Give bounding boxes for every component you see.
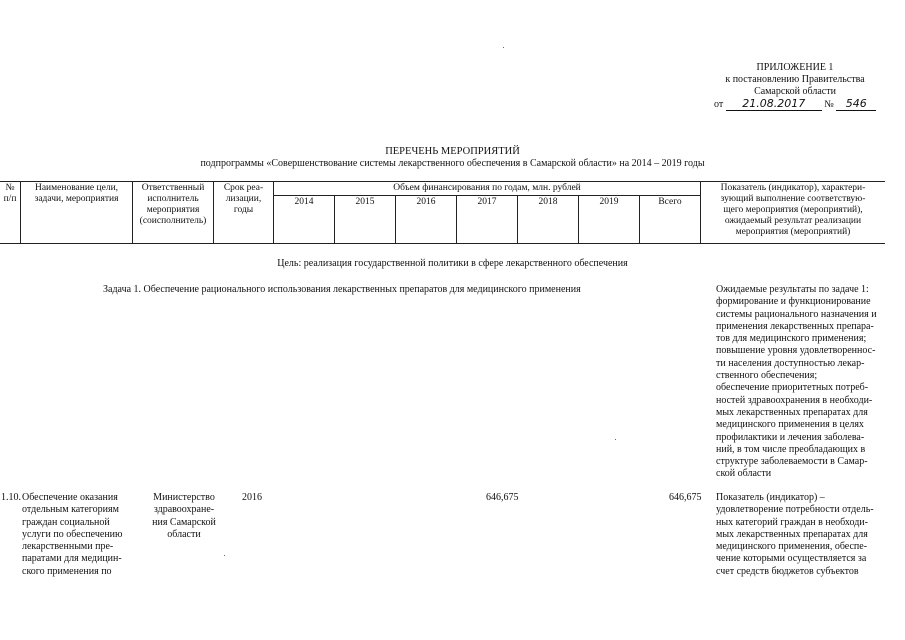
- row-number: 1.10.: [1, 492, 21, 503]
- row-value-2017: 646,675: [486, 492, 519, 503]
- header-num: № п/п: [0, 182, 21, 244]
- row-name: Обеспечение оказания отдельным категориям граждан социальной услуги по обеспечению лекарственными пре- паратами для медицин- ского применения по: [22, 492, 123, 577]
- document-title: ПЕРЕЧЕНЬ МЕРОПРИЯТИЙ: [385, 146, 520, 157]
- appendix-block: [700, 62, 890, 111]
- header-funding: Объем финансирования по годам, млн. рублей: [274, 182, 701, 196]
- header-executor: Ответственный исполнитель мероприятия (соисполнитель): [133, 182, 214, 244]
- header-year-2018: 2018: [518, 196, 579, 244]
- appendix-line2: Самарской области: [754, 86, 836, 97]
- header-year-2017: 2017: [457, 196, 518, 244]
- scan-speck: [615, 439, 616, 440]
- header-total: Всего: [640, 196, 701, 244]
- header-year-2014: 2014: [274, 196, 335, 244]
- scan-speck: [503, 47, 504, 48]
- goal-text: Цель: реализация государственной политики в сфере лекарственного обеспечения: [277, 258, 628, 269]
- row-indicator: Показатель (индикатор) – удовлетворение потребности отдель- ных категорий граждан в необходи- мых лекарственных препаратах для медицинского применения, обеспе- чение которыми осуществляется за счет средств бюджетов субъектов: [716, 492, 874, 577]
- appendix-title: ПРИЛОЖЕНИЕ 1: [756, 62, 834, 73]
- header-indicator: Показатель (индикатор), характери- зующий выполнение соответствую- щего мероприятия (мероприятий), ожидаемый результат реализации мероприятия (мероприятий): [701, 182, 886, 244]
- header-year-2019: 2019: [579, 196, 640, 244]
- row-total: 646,675: [669, 492, 702, 503]
- from-label: от: [714, 99, 724, 110]
- row-term: 2016: [242, 492, 262, 503]
- header-year-2016: 2016: [396, 196, 457, 244]
- header-name: Наименование цели, задачи, мероприятия: [21, 182, 133, 244]
- scan-speck: [224, 555, 225, 556]
- header-year-2015: 2015: [335, 196, 396, 244]
- document-subtitle: подпрограммы «Совершенствование системы лекарственного обеспечения в Самарской области» на 2014 – 2019 годы: [200, 158, 705, 169]
- appendix-dateline: [700, 98, 890, 111]
- handwritten-date: 21.08.2017: [726, 98, 822, 111]
- handwritten-number: 546: [836, 98, 876, 111]
- expected-results: Ожидаемые результаты по задаче 1: формирование и функционирование системы рационального назначения и применения лекарственных препара- тов для медицинского применения; повышение уровня удовлетвореннос- ти населения доступностью лекар- ственного обеспечения; обеспечение приоритетных потреб- ностей здравоохранения в необходи- мых лекарственных препаратах для медицинского применения в целях профилактики и лечения заболева- ний, в том числе преобладающих в структуре заболеваемости в Самар- ской области: [716, 284, 877, 480]
- task-text: Задача 1. Обеспечение рационального использования лекарственных препаратов для медицинского применения: [103, 284, 581, 295]
- appendix-line1: к постановлению Правительства: [725, 74, 865, 85]
- number-label: №: [824, 99, 834, 110]
- table-header: [0, 181, 885, 244]
- header-term: Срок реа- лизации, годы: [214, 182, 274, 244]
- row-executor: Министерство здравоохране- ния Самарской области: [152, 492, 216, 540]
